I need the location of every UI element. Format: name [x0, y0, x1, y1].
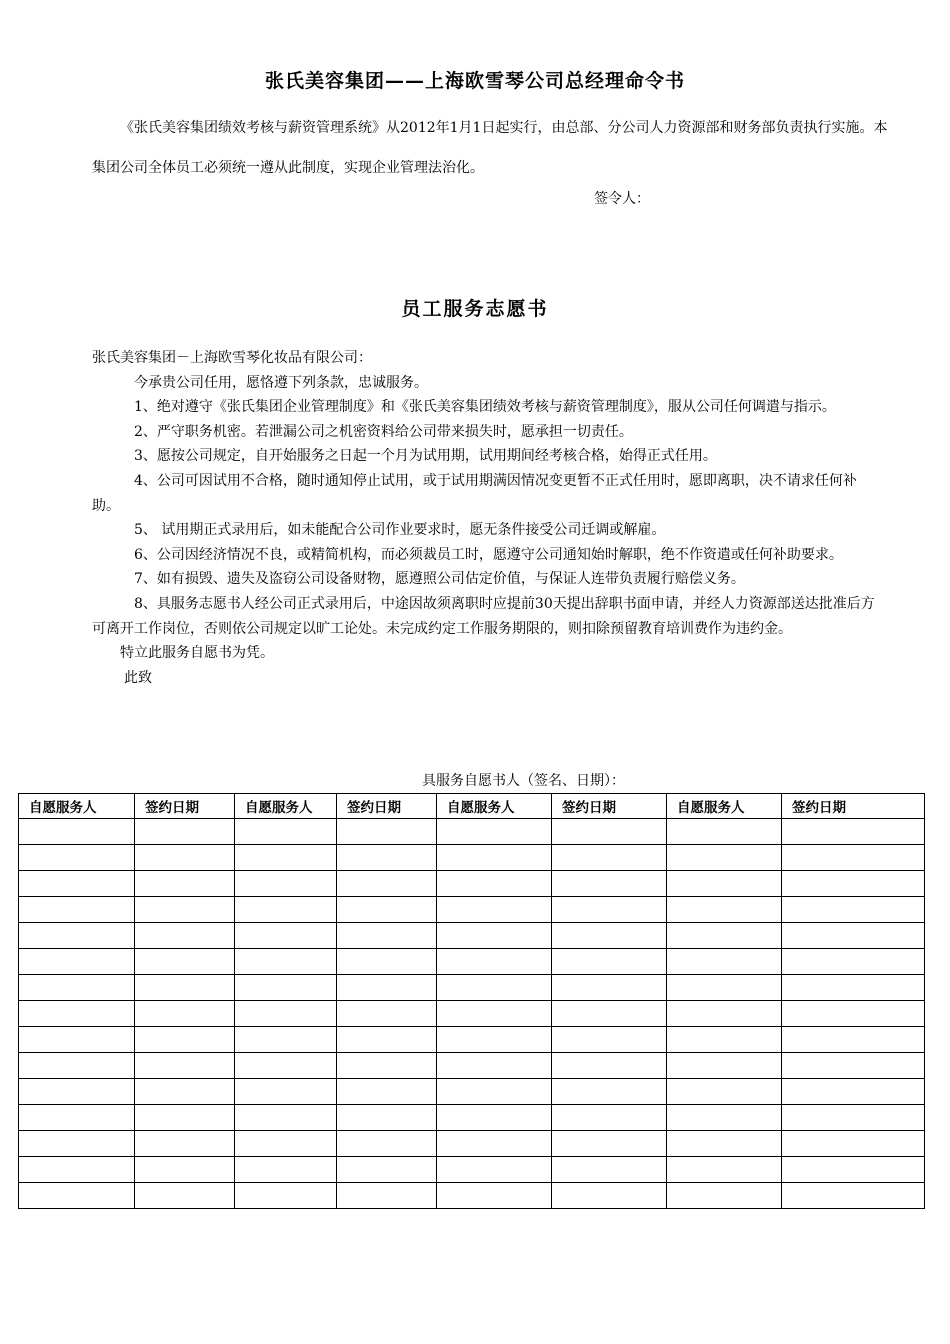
table-cell [19, 923, 135, 949]
table-cell [782, 845, 925, 871]
header-volunteer-4: 自愿服务人 [667, 794, 782, 819]
table-cell [135, 1183, 235, 1209]
table-body [19, 819, 925, 1209]
signature-table [18, 793, 925, 1209]
table-cell [437, 1079, 552, 1105]
table-cell [19, 897, 135, 923]
table-cell [19, 1157, 135, 1183]
table-row [19, 949, 925, 975]
table-cell [135, 871, 235, 897]
table-row [19, 819, 925, 845]
table-cell [235, 923, 337, 949]
table-cell [667, 871, 782, 897]
table-cell [437, 1027, 552, 1053]
table-cell [337, 871, 437, 897]
pledge-body [92, 346, 884, 690]
pledge-intro: 今承贵公司任用，愿恪遵下列条款，忠诚服务。 [134, 374, 428, 391]
table-cell [437, 923, 552, 949]
table-cell [782, 949, 925, 975]
table-cell [552, 1079, 667, 1105]
table-cell [135, 819, 235, 845]
table-cell [337, 1001, 437, 1027]
table-row [19, 923, 925, 949]
pledge-addressee: 张氏美容集团－上海欧雪琴化妆品有限公司： [92, 350, 372, 366]
table-cell [437, 897, 552, 923]
table-row [19, 975, 925, 1001]
table-cell [782, 1157, 925, 1183]
table-cell [782, 975, 925, 1001]
table-cell [552, 871, 667, 897]
table-cell [337, 897, 437, 923]
table-cell [552, 1053, 667, 1079]
table-cell [437, 1001, 552, 1027]
table-row [19, 1131, 925, 1157]
table-cell [235, 1157, 337, 1183]
table-row [19, 1053, 925, 1079]
table-cell [437, 819, 552, 845]
table-cell [135, 897, 235, 923]
table-cell [667, 845, 782, 871]
pledge-clause-1: 1、绝对遵守《张氏集团企业管理制度》和《张氏美容集团绩效考核与薪资管理制度》，服从公司任何调遣与指示。 [134, 399, 836, 416]
table-cell [135, 1105, 235, 1131]
table-cell [782, 1001, 925, 1027]
table-cell [437, 845, 552, 871]
table-cell [135, 975, 235, 1001]
table-cell [19, 949, 135, 975]
table-cell [782, 1053, 925, 1079]
table-row [19, 1183, 925, 1209]
table-cell [135, 1053, 235, 1079]
table-cell [19, 1105, 135, 1131]
table-cell [552, 923, 667, 949]
table-cell [667, 1131, 782, 1157]
table-cell [135, 1027, 235, 1053]
header-date-2: 签约日期 [337, 794, 437, 819]
table-cell [235, 871, 337, 897]
pledge-clause-7: 7、如有损毁、遗失及盗窃公司设备财物，愿遵照公司估定价值，与保证人连带负责履行赔偿义务。 [134, 571, 745, 588]
table-cell [337, 923, 437, 949]
table-cell [552, 1131, 667, 1157]
table-cell [337, 1105, 437, 1131]
table-cell [437, 1131, 552, 1157]
table-cell [782, 819, 925, 845]
pledge-signature-label: 具服务自愿书人（签名、日期）： [422, 773, 625, 789]
table-cell [19, 871, 135, 897]
table-cell [437, 949, 552, 975]
table-row [19, 1001, 925, 1027]
table-cell [19, 1027, 135, 1053]
table-cell [337, 975, 437, 1001]
table-cell [235, 819, 337, 845]
table-cell [19, 1183, 135, 1209]
table-cell [782, 1183, 925, 1209]
table-cell [235, 897, 337, 923]
table-row [19, 1079, 925, 1105]
pledge-clause-4: 4、公司可因试用不合格，随时通知停止试用，或于试用期满因情况变更暂不正式任用时，愿即离职，决不请求任何补助。 [92, 472, 857, 514]
table-cell [667, 1105, 782, 1131]
table-cell [235, 949, 337, 975]
table-cell [667, 1001, 782, 1027]
table-cell [437, 1157, 552, 1183]
table-cell [437, 871, 552, 897]
table-cell [437, 1105, 552, 1131]
pledge-regards: 此致 [124, 669, 152, 686]
table-cell [552, 897, 667, 923]
table-cell [667, 897, 782, 923]
table-cell [337, 949, 437, 975]
table-cell [667, 949, 782, 975]
table-cell [667, 975, 782, 1001]
table-cell [135, 1157, 235, 1183]
table-cell [135, 949, 235, 975]
table-cell [552, 819, 667, 845]
table-cell [667, 1157, 782, 1183]
header-volunteer-3: 自愿服务人 [437, 794, 552, 819]
table-cell [135, 923, 235, 949]
pledge-title: 员工服务志愿书 [401, 298, 549, 320]
header-date-1: 签约日期 [135, 794, 235, 819]
table-cell [337, 819, 437, 845]
table-row [19, 845, 925, 871]
table-cell [235, 1053, 337, 1079]
table-cell [337, 1079, 437, 1105]
table-cell [337, 1183, 437, 1209]
table-cell [552, 949, 667, 975]
pledge-clause-8: 8、具服务志愿书人经公司正式录用后，中途因故须离职时应提前30天提出辞职书面申请，并经人力资源部送达批准后方可离开工作岗位，否则依公司规定以旷工论处。未完成约定工作服务期限的，则扣除预留教育培训费作为违约金。 [92, 595, 875, 637]
table-row [19, 1027, 925, 1053]
table-cell [19, 1001, 135, 1027]
table-row [19, 1157, 925, 1183]
table-cell [667, 819, 782, 845]
table-cell [782, 897, 925, 923]
table-cell [782, 923, 925, 949]
header-date-3: 签约日期 [552, 794, 667, 819]
table-cell [19, 975, 135, 1001]
header-volunteer-2: 自愿服务人 [235, 794, 337, 819]
table-cell [337, 1131, 437, 1157]
pledge-closing: 特立此服务自愿书为凭。 [120, 645, 274, 662]
order-title: 张氏美容集团——上海欧雪琴公司总经理命令书 [264, 70, 685, 92]
header-volunteer-1: 自愿服务人 [19, 794, 135, 819]
table-cell [437, 1053, 552, 1079]
table-cell [19, 819, 135, 845]
table-cell [667, 1053, 782, 1079]
header-date-4: 签约日期 [782, 794, 925, 819]
table-cell [235, 1001, 337, 1027]
table-cell [437, 975, 552, 1001]
table-cell [782, 1105, 925, 1131]
table-cell [337, 1027, 437, 1053]
table-cell [337, 1053, 437, 1079]
table-cell [235, 1105, 337, 1131]
table-cell [667, 1027, 782, 1053]
table-cell [437, 1183, 552, 1209]
table-cell [235, 845, 337, 871]
table-cell [235, 1131, 337, 1157]
table-cell [552, 1157, 667, 1183]
pledge-clause-2: 2、严守职务机密。若泄漏公司之机密资料给公司带来损失时，愿承担一切责任。 [134, 423, 633, 440]
table-cell [235, 1079, 337, 1105]
table-cell [135, 1131, 235, 1157]
pledge-clause-3: 3、愿按公司规定，自开始服务之日起一个月为试用期，试用期间经考核合格，始得正式任用。 [134, 448, 717, 465]
table-cell [19, 845, 135, 871]
order-body: 《张氏美容集团绩效考核与薪资管理系统》从2012年1月1日起实行，由总部、分公司人力资源部和财务部负责执行实施。本集团公司全体员工必须统一遵从此制度，实现企业管理法治化。 [92, 120, 888, 176]
table-cell [19, 1053, 135, 1079]
table-cell [782, 1079, 925, 1105]
table-cell [552, 975, 667, 1001]
table-header-row [19, 794, 925, 819]
table-cell [135, 1079, 235, 1105]
table-cell [782, 871, 925, 897]
table-cell [667, 1183, 782, 1209]
table-row [19, 871, 925, 897]
table-cell [235, 1183, 337, 1209]
table-cell [19, 1079, 135, 1105]
order-signer-label: 签令人： [594, 191, 650, 207]
table-cell [552, 1027, 667, 1053]
table-cell [337, 1157, 437, 1183]
table-cell [135, 845, 235, 871]
table-cell [667, 1079, 782, 1105]
table-cell [337, 845, 437, 871]
table-cell [552, 845, 667, 871]
table-cell [782, 1027, 925, 1053]
pledge-clause-5: 5、 试用期正式录用后，如未能配合公司作业要求时，愿无条件接受公司迁调或解雇。 [134, 522, 666, 539]
table-cell [667, 923, 782, 949]
table-cell [235, 1027, 337, 1053]
table-cell [552, 1183, 667, 1209]
table-cell [552, 1001, 667, 1027]
table-row [19, 1105, 925, 1131]
table-cell [235, 975, 337, 1001]
pledge-clause-6: 6、公司因经济情况不良，或精简机构，而必须裁员工时，愿遵守公司通知始时解职，绝不作资遣或任何补助要求。 [134, 546, 843, 563]
table-row [19, 897, 925, 923]
table-cell [782, 1131, 925, 1157]
table-cell [135, 1001, 235, 1027]
table-cell [19, 1131, 135, 1157]
table-cell [552, 1105, 667, 1131]
